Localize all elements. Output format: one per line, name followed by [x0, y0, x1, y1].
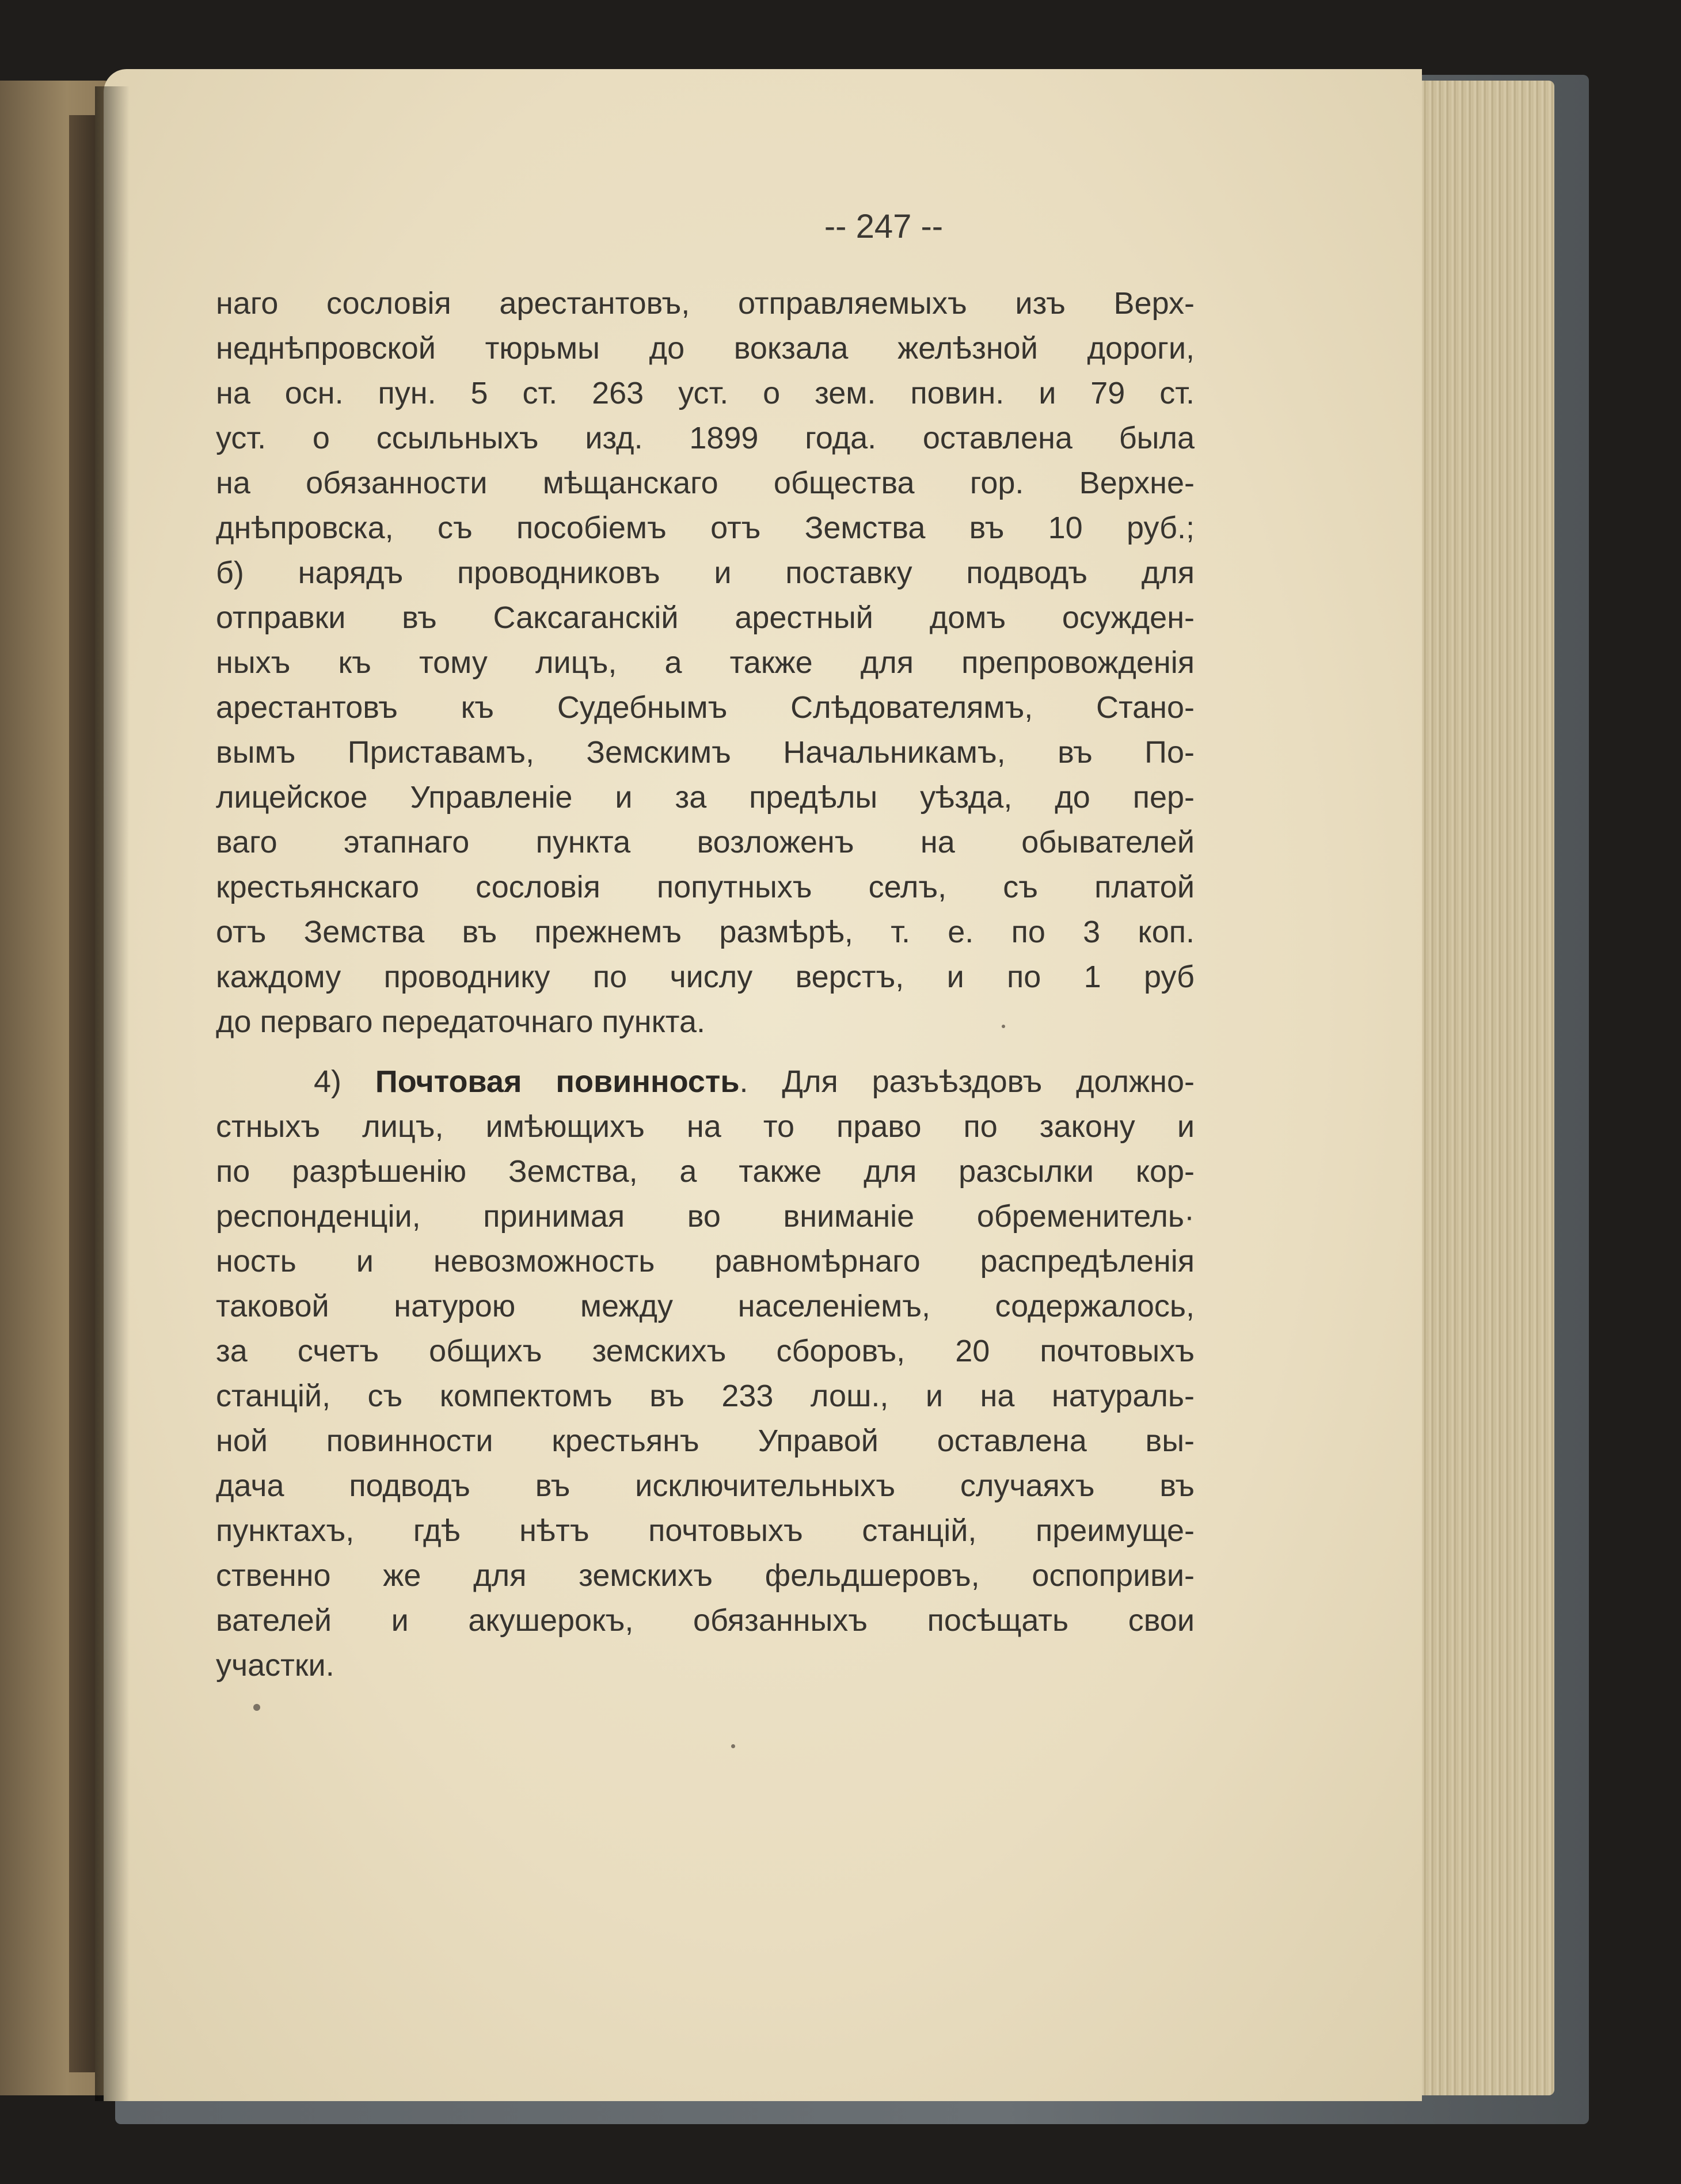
text-line: пунктахъ, гдѣ нѣтъ почтовыхъ станцій, преимуще- — [216, 1513, 1195, 1548]
paper-speck — [731, 1744, 735, 1748]
text-line: лицейское Управленіе и за предѣлы уѣзда, до пер- — [216, 780, 1195, 815]
text-line: ныхъ къ тому лицъ, а также для препровожденія — [216, 645, 1195, 680]
text-line: участки. — [216, 1648, 334, 1683]
text-line: вателей и акушерокъ, обязанныхъ посѣщать свои — [216, 1603, 1195, 1638]
paper-speck — [253, 1704, 260, 1711]
text-line: до перваго передаточнаго пункта. — [216, 1005, 705, 1039]
text-line: ность и невозможность равномѣрнаго распредѣленія — [216, 1244, 1195, 1279]
text-line: ваго этапнаго пункта возложенъ на обывателей — [216, 825, 1195, 859]
text-line: крестьянскаго сословія попутныхъ селъ, съ платой — [216, 870, 1195, 904]
section-number: 4) — [314, 1064, 342, 1099]
text-line: б) нарядъ проводниковъ и поставку подводъ для — [216, 555, 1195, 590]
text-line: по разрѣшенію Земства, а также для разсылки кор- — [216, 1154, 1195, 1189]
text-line: на осн. пун. 5 ст. 263 уст. о зем. повин. и 79 ст. — [216, 376, 1195, 410]
text-line: каждому проводнику по числу верстъ, и по 1 руб — [216, 960, 1195, 994]
paper-speck — [1002, 1025, 1005, 1028]
paragraph-1 — [216, 281, 1195, 1044]
section-heading: Почтовая повинность — [375, 1064, 740, 1099]
text-line: отправки въ Саксаганскій арестный домъ осужден- — [216, 600, 1195, 635]
text-line: на обязанности мѣщанскаго общества гор. Верхне- — [216, 466, 1195, 500]
text-fragment: . Для разъѣздовъ должно- — [739, 1064, 1195, 1099]
page-stack-edge — [1405, 81, 1554, 2095]
text-line: таковой натурою между населеніемъ, содержалось, — [216, 1289, 1195, 1323]
text-line: дача подводъ въ исключительныхъ случаяхъ въ — [216, 1468, 1195, 1503]
text-line: станцій, съ компектомъ въ 233 лош., и на натураль- — [216, 1379, 1195, 1413]
text-line: за счетъ общихъ земскихъ сборовъ, 20 почтовыхъ — [216, 1334, 1195, 1368]
paragraph-2 — [216, 1059, 1195, 1688]
text-line: уст. о ссыльныхъ изд. 1899 года. оставлена была — [216, 421, 1195, 455]
text-line: стныхъ лицъ, имѣющихъ на то право по закону и — [216, 1109, 1195, 1144]
text-line: вымъ Приставамъ, Земскимъ Начальникамъ, въ По- — [216, 735, 1195, 770]
text-line: днѣпровска, съ пособіемъ отъ Земства въ 10 руб.; — [216, 511, 1195, 545]
page-number: -- 247 -- — [824, 208, 944, 245]
spine-shadow — [95, 86, 130, 2101]
text-line: арестантовъ къ Судебнымъ Слѣдователямъ, Стано- — [216, 690, 1195, 725]
text-line: отъ Земства въ прежнемъ размѣрѣ, т. е. по 3 коп. — [216, 915, 1195, 949]
text-line: наго сословія арестантовъ, отправляемыхъ изъ Верх- — [216, 286, 1195, 321]
text-line: ной повинности крестьянъ Управой оставлена вы- — [216, 1424, 1195, 1458]
left-page-block — [69, 115, 95, 2072]
text-line: респонденціи, принимая во вниманіе обременитель· — [216, 1199, 1195, 1234]
text-line: ственно же для земскихъ фельдшеровъ, оспоприви- — [216, 1558, 1195, 1593]
paragraph-2-first-line — [216, 1059, 1195, 1104]
text-line: неднѣпровской тюрьмы до вокзала желѣзной дороги, — [216, 331, 1195, 366]
